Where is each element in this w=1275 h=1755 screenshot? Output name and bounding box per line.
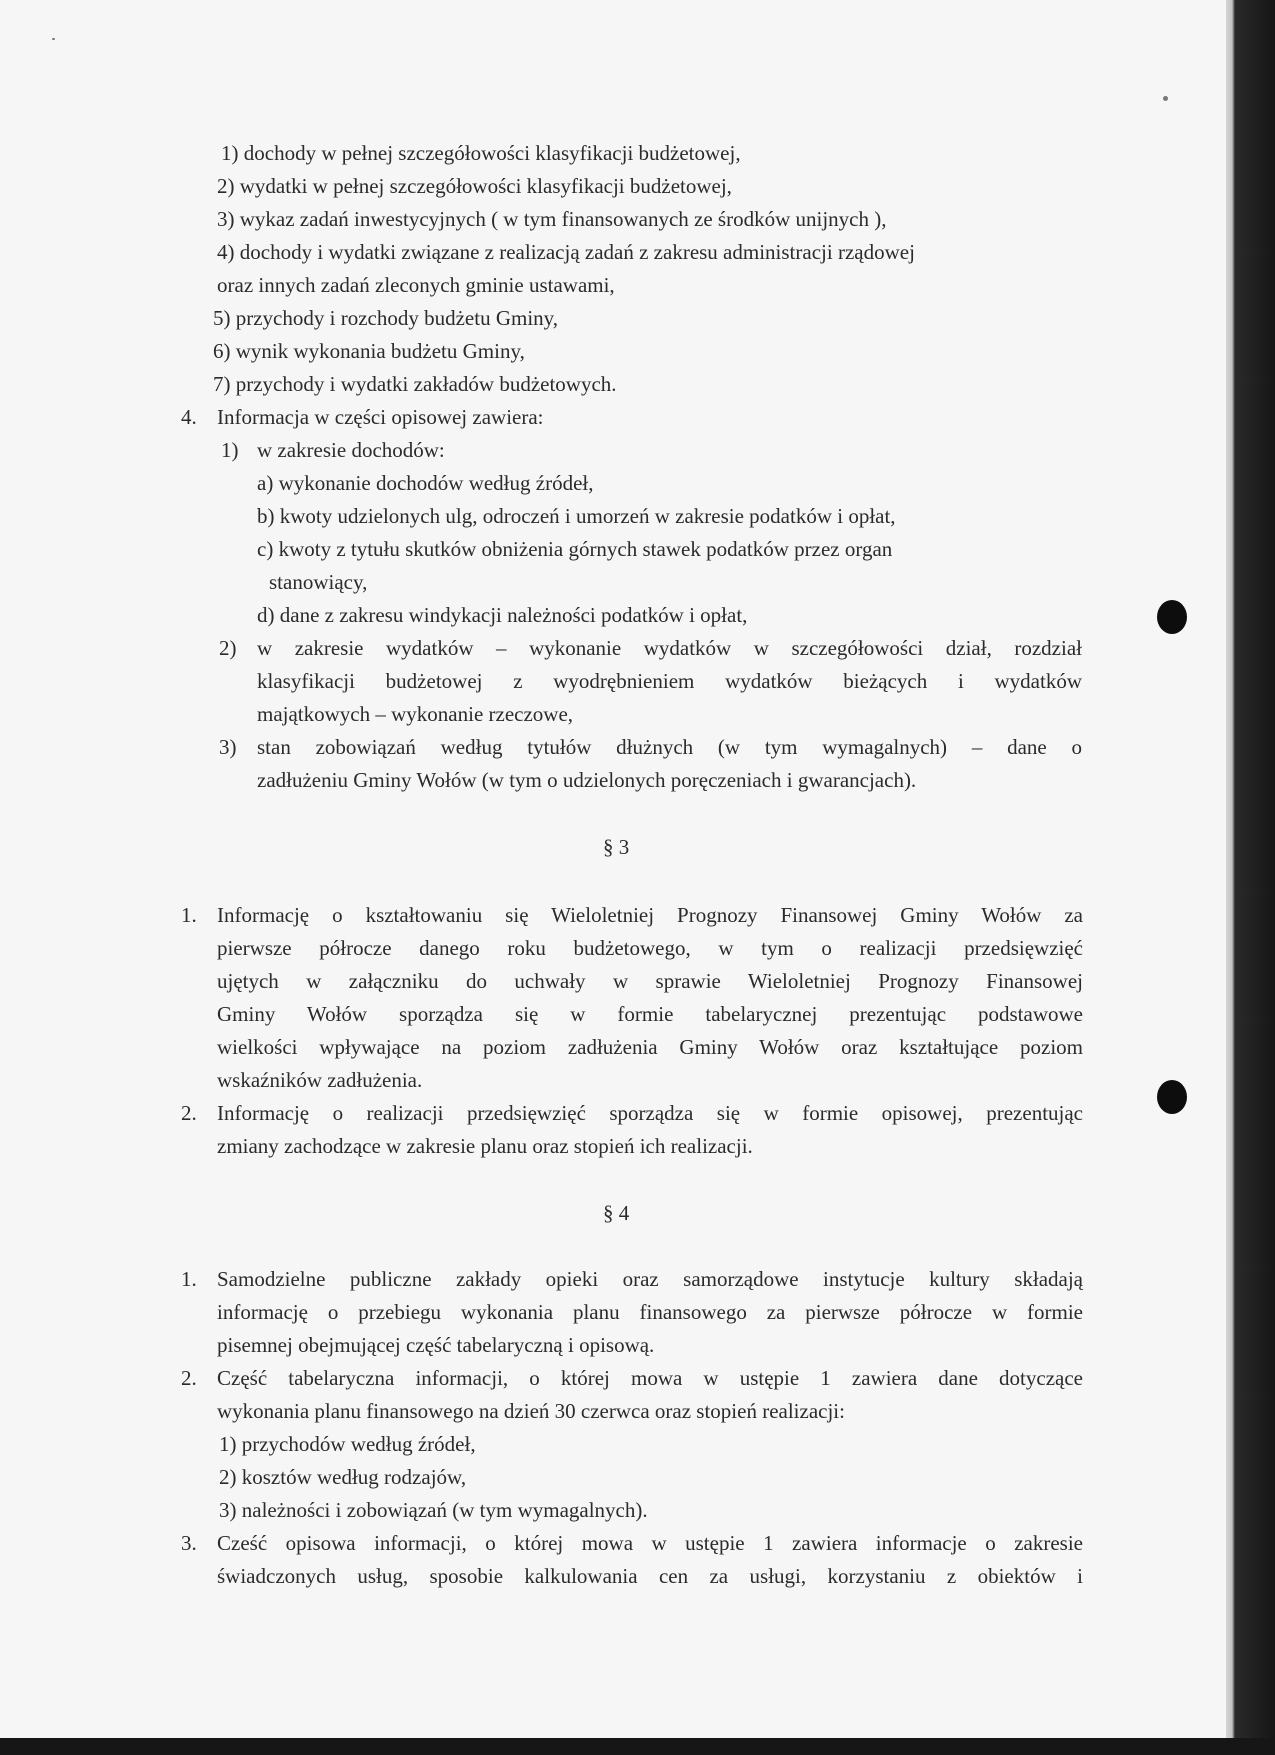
list-item: 6) wynik wykonania budżetu Gminy, bbox=[213, 339, 525, 363]
punch-hole-bottom bbox=[1157, 1080, 1187, 1114]
section-heading: § 4 bbox=[603, 1201, 630, 1225]
list-item: w zakresie dochodów: bbox=[257, 438, 445, 462]
paragraph-number: 3. bbox=[181, 1531, 197, 1555]
list-item: 4) dochody i wydatki związane z realizacją zadań z zakresu administracji rządowej bbox=[217, 240, 915, 264]
paragraph-text: pierwsze półrocze danego roku budżetowego, w tym o realizacji przedsięwzięć bbox=[217, 936, 1083, 960]
list-item: 3) należności i zobowiązań (w tym wymagalnych). bbox=[219, 1498, 648, 1522]
list-item: w zakresie wydatków – wykonanie wydatków w szczegółowości dział, rozdział bbox=[257, 636, 1082, 660]
list-item: stan zobowiązań według tytułów dłużnych (w tym wymagalnych) – dane o bbox=[257, 735, 1082, 759]
list-item: 2) wydatki w pełnej szczegółowości klasyfikacji budżetowej, bbox=[217, 174, 732, 198]
list-item: 1) przychodów według źródeł, bbox=[219, 1432, 476, 1456]
list-item: 1) dochody w pełnej szczegółowości klasyfikacji budżetowej, bbox=[221, 141, 741, 165]
paragraph-text: pisemnej obejmującej część tabelaryczną i opisową. bbox=[217, 1333, 655, 1357]
list-item: 2) kosztów według rodzajów, bbox=[219, 1465, 467, 1489]
sub-item: b) kwoty udzielonych ulg, odroczeń i umorzeń w zakresie podatków i opłat, bbox=[257, 504, 896, 528]
paragraph-text: zmiany zachodzące w zakresie planu oraz stopień ich realizacji. bbox=[217, 1134, 753, 1158]
paragraph-text: Cześć opisowa informacji, o której mowa w ustępie 1 zawiera informacje o zakresie bbox=[217, 1531, 1083, 1555]
list-number: 3) bbox=[219, 735, 237, 759]
list-item-continuation: oraz innych zadań zleconych gminie ustawami, bbox=[217, 273, 615, 297]
list-item-continuation: klasyfikacji budżetowej z wyodrębnieniem wydatków bieżących i wydatków bbox=[257, 669, 1082, 693]
sub-item: d) dane z zakresu windykacji należności podatków i opłat, bbox=[257, 603, 748, 627]
section-heading: § 3 bbox=[603, 835, 630, 859]
list-number: 1) bbox=[221, 438, 239, 462]
paragraph-text: Samodzielne publiczne zakłady opieki oraz samorządowe instytucje kultury składają bbox=[217, 1267, 1083, 1291]
sub-item-continuation: stanowiący, bbox=[269, 570, 368, 594]
scan-edge-bottom bbox=[0, 1738, 1275, 1755]
paragraph-text: Część tabelaryczna informacji, o której mowa w ustępie 1 zawiera dane dotyczące bbox=[217, 1366, 1083, 1390]
list-item-continuation: majątkowych – wykonanie rzeczowe, bbox=[257, 702, 574, 726]
paragraph-number: 4. bbox=[181, 405, 197, 429]
paragraph-number: 2. bbox=[181, 1101, 197, 1125]
paragraph-text: wykonania planu finansowego na dzień 30 czerwca oraz stopień realizacji: bbox=[217, 1399, 845, 1423]
paragraph-text: ujętych w załączniku do uchwały w sprawie Wieloletniej Prognozy Finansowej bbox=[217, 969, 1083, 993]
paragraph-text: wielkości wpływające na poziom zadłużenia Gminy Wołów oraz kształtujące poziom bbox=[217, 1035, 1083, 1059]
punch-hole-top bbox=[1157, 600, 1187, 634]
paragraph-text: Informację o realizacji przedsięwzięć sporządza się w formie opisowej, prezentując bbox=[217, 1101, 1083, 1125]
paragraph-text: wskaźników zadłużenia. bbox=[217, 1068, 423, 1092]
paragraph-text: Gminy Wołów sporządza się w formie tabelarycznej prezentując podstawowe bbox=[217, 1002, 1083, 1026]
paragraph-number: 2. bbox=[181, 1366, 197, 1390]
paragraph-text: informację o przebiegu wykonania planu finansowego za pierwsze półrocze w formie bbox=[217, 1300, 1083, 1324]
list-item: 5) przychody i rozchody budżetu Gminy, bbox=[213, 306, 559, 330]
paragraph-text: Informację o kształtowaniu się Wieloletniej Prognozy Finansowej Gminy Wołów za bbox=[217, 903, 1083, 927]
paragraph-text: świadczonych usług, sposobie kalkulowania cen za usługi, korzystaniu z obiektów i bbox=[217, 1564, 1083, 1588]
paragraph-text: Informacja w części opisowej zawiera: bbox=[217, 405, 544, 429]
scan-speck bbox=[52, 38, 55, 40]
list-number: 2) bbox=[219, 636, 237, 660]
scan-speck bbox=[1163, 96, 1168, 101]
sub-item: c) kwoty z tytułu skutków obniżenia górnych stawek podatków przez organ bbox=[257, 537, 893, 561]
list-item: 7) przychody i wydatki zakładów budżetowych. bbox=[213, 372, 617, 396]
list-item: 3) wykaz zadań inwestycyjnych ( w tym finansowanych ze środków unijnych ), bbox=[217, 207, 887, 231]
paragraph-number: 1. bbox=[181, 903, 197, 927]
list-item-continuation: zadłużeniu Gminy Wołów (w tym o udzielonych poręczeniach i gwarancjach). bbox=[257, 768, 917, 792]
paragraph-number: 1. bbox=[181, 1267, 197, 1291]
scan-edge-right bbox=[1226, 0, 1275, 1755]
sub-item: a) wykonanie dochodów według źródeł, bbox=[257, 471, 594, 495]
